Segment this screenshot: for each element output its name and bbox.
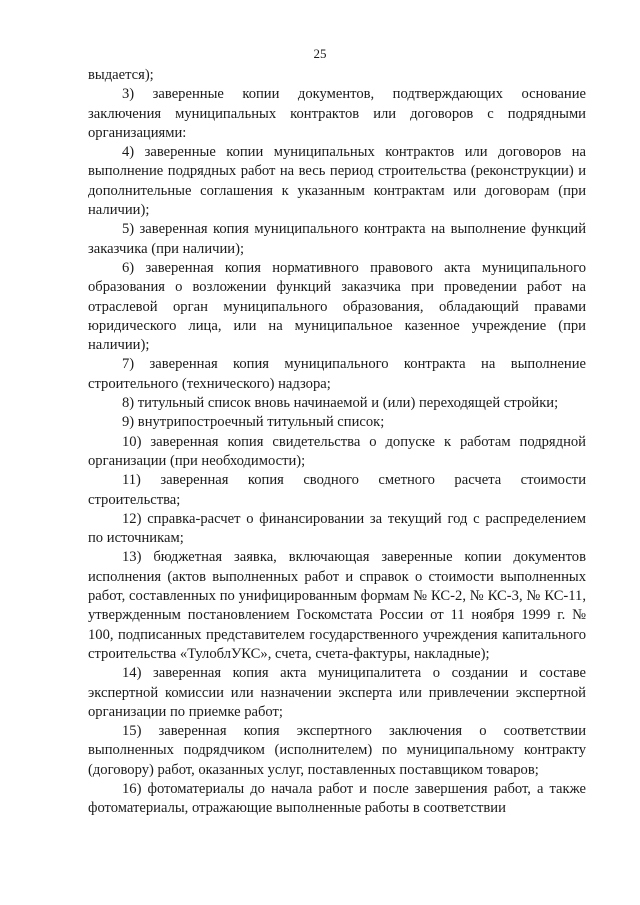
page-number: 25 <box>313 46 327 61</box>
list-item-7: 7) заверенная копия муниципального контракта на выполнение строительного (технического) надзора; <box>88 356 586 392</box>
list-item-10: 10) заверенная копия свидетельства о допуске к работам подрядной организации (при необходимости); <box>88 433 586 469</box>
list-item-14: 14) заверенная копия акта муниципалитета о создании и составе экспертной комиссии или назначении эксперта или привлечении экспертной организации по приемке работ; <box>88 665 586 720</box>
list-item-15: 15) заверенная копия экспертного заключения о соответствии выполненных подрядчиком (исполнителем) по муниципальному контракту (договору) работ, оказанных услуг, поставленных поставщиком товаров; <box>88 723 586 778</box>
list-item-5: 5) заверенная копия муниципального контракта на выполнение функций заказчика (при наличии); <box>88 221 586 257</box>
document-body <box>88 66 586 819</box>
list-item-4: 4) заверенные копии муниципальных контрактов или договоров на выполнение подрядных работ на весь период строительства (реконструкции) и дополнительные соглашения к указанным контрактам или договорам (при наличии); <box>88 144 586 219</box>
list-item-3: 3) заверенные копии документов, подтверждающих основание заключения муниципальных контрактов или договоров с подрядными организациями: <box>88 86 586 141</box>
paragraph-continuation: выдается); <box>88 67 154 83</box>
list-item-12: 12) справка-расчет о финансировании за текущий год с распределением по источникам; <box>88 510 586 547</box>
list-item-13: 13) бюджетная заявка, включающая заверенные копии документов исполнения (актов выполненных работ и справок о стоимости выполненных работ, составленных по унифицированным формам № КС-2, № КС-3, № КС-11, утвержденным постановлением Госкомстата России от 11 ноября 1999 г. № 100, подписанных представителем государственного учреждения капитального строительства «ТулоблУКС», счета, счета-фактуры, накладные); <box>88 549 586 662</box>
list-item-8: 8) титульный список вновь начинаемой и (или) переходящей стройки; <box>122 395 559 412</box>
list-item-9: 9) внутрипостроечный титульный список; <box>122 414 385 431</box>
list-item-16: 16) фотоматериалы до начала работ и после завершения работ, а также фотоматериалы, отражающие выполненные работы в соответствии <box>88 780 586 817</box>
list-item-6: 6) заверенная копия нормативного правового акта муниципального образования о возложении функций заказчика при проведении работ на отраслевой орган муниципального образования, обладающий правами юридического лица, или на муниципальное казенное учреждение (при наличии); <box>88 259 586 354</box>
list-item-11: 11) заверенная копия сводного сметного расчета стоимости строительства; <box>88 472 586 508</box>
